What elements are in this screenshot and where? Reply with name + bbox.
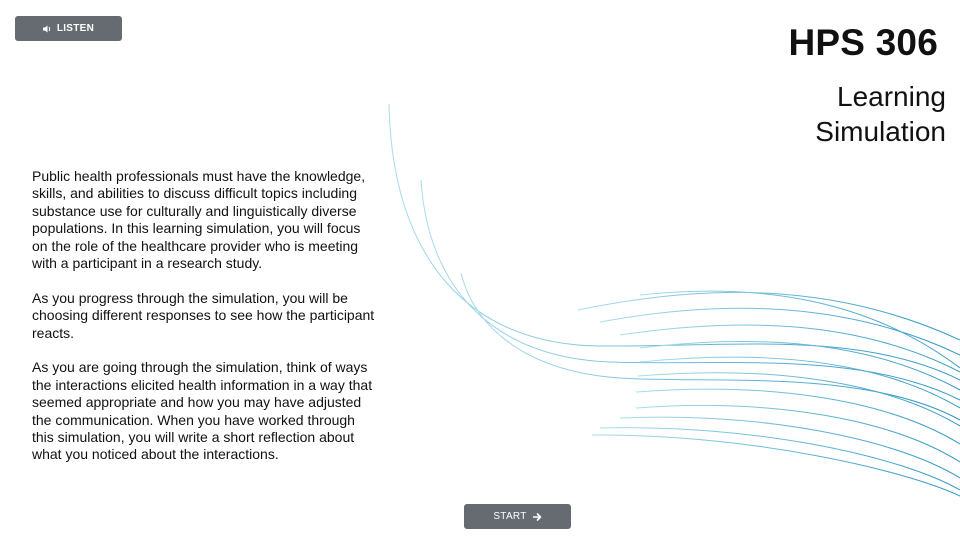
listen-label: LISTEN (56, 23, 95, 34)
intro-paragraph-1: Public health professionals must have the knowledge, skills, and abilities to discuss difficult topics including substance use for culturally and linguistically diverse populations. In this learning simulation, you will focus on the role of the healthcare provider who is meeting with a participant in a research study. (32, 168, 366, 272)
course-code-title: HPS 306 (788, 22, 938, 63)
arrow-right-icon (533, 513, 542, 521)
intro-paragraph-3: As you are going through the simulation, think of ways the interactions elicited health information in a way that seemed appropriate and how you may have adjusted the communication. When you have worked through this simulation, you will write a short reflection about what you noticed about the interactions. (32, 359, 373, 463)
intro-paragraph-2: As you progress through the simulation, you will be choosing different responses to see how the participant reacts. (32, 289, 375, 341)
speaker-icon (43, 25, 52, 33)
subtitle-line-1: Learning (837, 81, 946, 112)
start-button[interactable] (464, 504, 571, 529)
subtitle-line-2: Simulation (815, 116, 946, 147)
page-subtitle (815, 79, 946, 149)
start-label: START (493, 511, 527, 522)
listen-button[interactable] (15, 16, 122, 41)
intro-text (32, 168, 378, 481)
